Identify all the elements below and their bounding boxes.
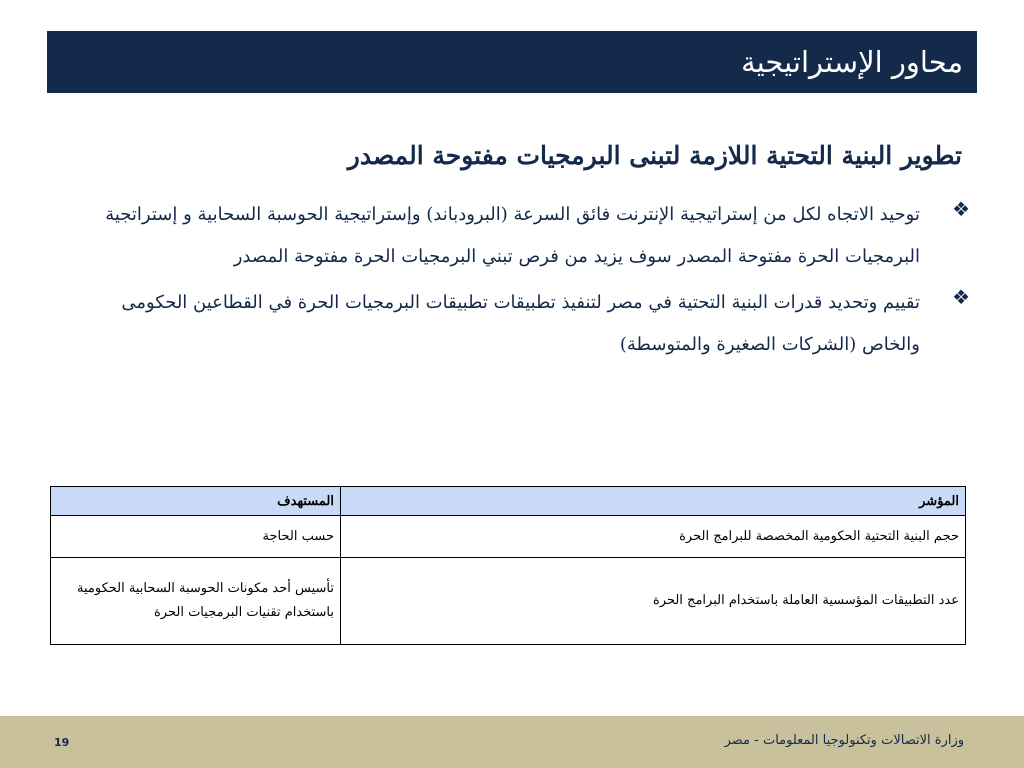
bullet-item xyxy=(100,194,970,278)
title-bar xyxy=(47,31,977,93)
bullet-text: تقييم وتحديد قدرات البنية التحتية في مصر لتنفيذ تطبيقات تطبيقات البرمجيات الحرة في القطاعين الحكومى والخاص (الشركات الصغيرة والمتوسطة) xyxy=(121,292,920,355)
page-number: 19 xyxy=(54,736,70,749)
target-cell: تأسيس أحد مكونات الحوسبة السحابية الحكومية باستخدام تقنيات البرمجيات الحرة xyxy=(51,558,341,645)
table-header-row xyxy=(51,487,966,516)
indicator-cell: حجم البنية التحتية الحكومية المخصصة للبرامج الحرة xyxy=(341,516,966,558)
bullet-list xyxy=(100,194,970,370)
table-row xyxy=(51,558,966,645)
section-heading: تطوير البنية التحتية اللازمة لتبنى البرمجيات مفتوحة المصدر xyxy=(347,141,962,170)
indicator-cell: عدد التطبيقات المؤسسية العاملة باستخدام البرامج الحرة xyxy=(341,558,966,645)
ministry-name: وزارة الاتصالات وتكنولوجيا المعلومات - مصر xyxy=(724,733,964,748)
table-row xyxy=(51,516,966,558)
diamond-bullet-icon: ❖ xyxy=(952,285,970,309)
diamond-bullet-icon: ❖ xyxy=(952,197,970,221)
bullet-text: توحيد الاتجاه لكل من إستراتيجية الإنترنت فائق السرعة (البرودباند) وإستراتيجية الحوسبة السحابية و إستراتجية البرمجيات الحرة مفتوحة المصدر سوف يزيد من فرص تبني البرمجيات الحرة مفتوحة المصدر xyxy=(105,204,920,267)
footer-bar xyxy=(0,716,1024,768)
slide-title: محاور الإستراتيجية xyxy=(741,45,963,79)
bullet-item xyxy=(100,282,970,366)
indicators-table xyxy=(50,486,966,645)
target-cell: حسب الحاجة xyxy=(51,516,341,558)
indicator-column-header: المؤشر xyxy=(341,487,966,516)
target-column-header: المستهدف xyxy=(51,487,341,516)
